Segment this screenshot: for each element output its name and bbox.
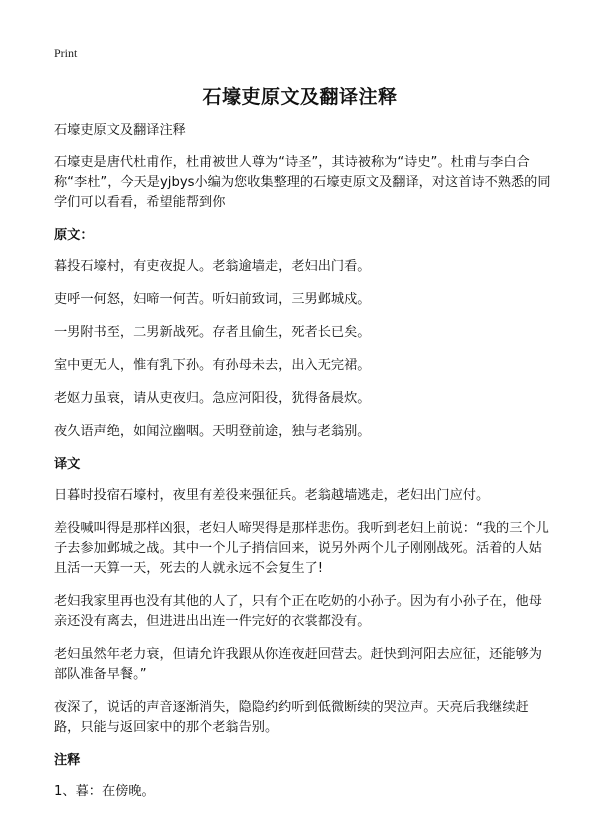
translation-paragraph: 差役喊叫得是那样凶狠，老妇人啼哭得是那样悲伤。我听到老妇上前说：“我的三个儿子去参加邺城之战。其中一个儿子捎信回来，说另外两个儿子刚刚战死。活着的人姑且活一天算一天，死去的人就永远不会复生了! [54,521,549,576]
translation-paragraph: 夜深了，说话的声音逐渐消失，隐隐约约听到低微断续的哭泣声。天亮后我继续赶路，只能与返回家中的那个老翁告别。 [54,700,529,735]
article-subtitle: 石壕吏原文及翻译注释 [54,123,186,138]
poem-line: 室中更无人，惟有乳下孙。有孙母未去，出入无完裙。 [54,358,371,373]
note-item: 1、暮：在傍晚。 [54,784,155,799]
intro-paragraph: 石壕吏是唐代杜甫作，杜甫被世人尊为“诗圣”，其诗被称为“诗史”。杜甫与李白合称“李杜”，今天是yjbys小编为您收集整理的石壕吏原文及翻译，对这首诗不熟悉的同学们可以看看，希望能帮到你 [54,155,551,210]
translation-paragraph: 老妇我家里再也没有其他的人了，只有个正在吃奶的小孙子。因为有小孙子在，他母亲还没有离去，但进进出出连一件完好的衣裳都没有。 [54,594,542,629]
poem-line: 老妪力虽衰，请从吏夜归。急应河阳役，犹得备晨炊。 [54,391,371,406]
page-title: 石壕吏原文及翻译注释 [202,86,398,108]
poem-line: 暮投石壕村，有吏夜捉人。老翁逾墙走，老妇出门看。 [54,259,371,274]
article-body [54,121,554,815]
original-heading: 原文： [54,228,94,243]
poem-line: 一男附书至，二男新战死。存者且偷生，死者长已矣。 [54,325,371,340]
notes-heading: 注释 [54,753,81,768]
translation-paragraph: 日暮时投宿石壕村，夜里有差役来强征兵。老翁越墙逃走，老妇出门应付。 [54,488,490,503]
translation-paragraph: 老妇虽然年老力衰，但请允许我跟从你连夜赶回营去。赶快到河阳去应征，还能够为部队准备早餐。” [54,647,542,682]
poem-line: 夜久语声绝，如闻泣幽咽。天明登前途，独与老翁别。 [54,424,371,439]
translation-heading: 译文 [54,457,81,472]
poem-line: 吏呼一何怒，妇啼一何苦。听妇前致词，三男邺城戍。 [54,292,371,307]
print-label: Print [54,46,78,60]
